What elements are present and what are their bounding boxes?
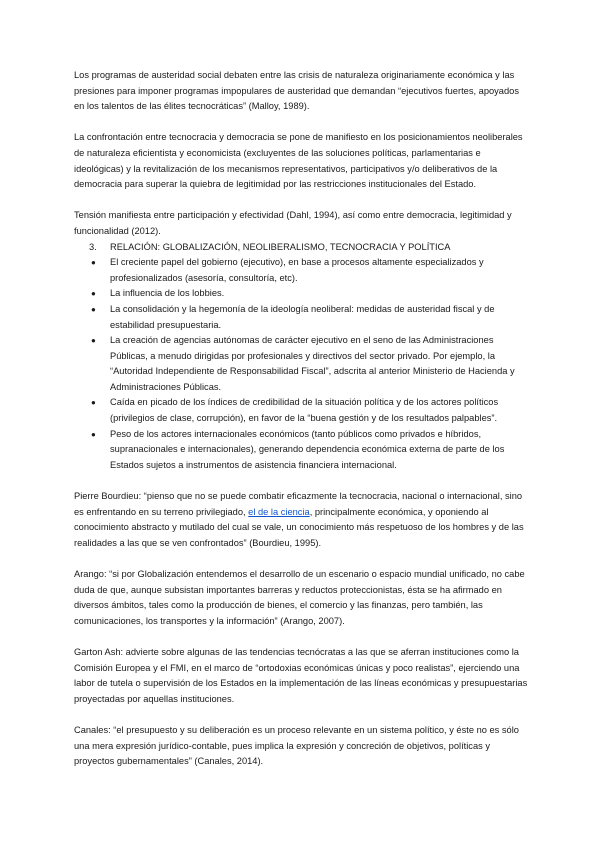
bullet-list	[74, 255, 528, 473]
bullet-icon: ●	[91, 304, 96, 314]
paragraph-tension: Tensión manifiesta entre participación y efectividad (Dahl, 1994), así como entre democracia, legitimidad y funcionalidad (2012).	[74, 210, 512, 236]
paragraph-austeridad: Los programas de austeridad social debaten entre las crisis de naturaleza originariamente económica y las presiones para imponer programas impopulares de austeridad que demandan “ejecutivos fuertes, apoyados en los talentos de las élites tecnocráticas” (Malloy, 1989).	[74, 70, 519, 112]
list-item: ● La influencia de los lobbies.	[74, 286, 528, 302]
section-heading	[74, 240, 528, 256]
bullet-icon: ●	[91, 289, 96, 299]
bullet-icon: ●	[91, 398, 96, 408]
list-item: ● La creación de agencias autónomas de carácter ejecutivo en el seno de las Administraciones Públicas, a menudo dirigidas por profesionales y directivos del sector privado. Por ejemplo, la “Autoridad Independiente de Responsabilidad Fiscal”, adscrita al anterior Ministerio de Hacienda y Administraciones Públicas.	[91, 335, 515, 392]
quote-arango: Arango: “si por Globalización entendemos el desarrollo de un escenario o espacio mundial unificado, no cabe duda de que, aunque subsistan importantes barreras y reductos proteccionistas, ésta se ha afirmado en diversos ámbitos, tales como la producción de bienes, el comercio y las finanzas, pero también, las comunicaciones, los transportes y la información” (Arango, 2007).	[74, 569, 525, 626]
bullet-icon: ●	[91, 336, 96, 346]
bullet-icon: ●	[91, 258, 96, 268]
quote-canales: Canales: “el presupuesto y su deliberación es un proceso relevante en un sistema político, y éste no es sólo una mera expresión jurídico-contable, pues implica la expresión y concreción de objetivos, políticas y proyectos gubernamentales” (Canales, 2014).	[74, 724, 519, 767]
section-number: 3.	[89, 241, 97, 252]
quote-garton-ash: Garton Ash: advierte sobre algunas de las tendencias tecnócratas a las que se aferran instituciones como la Comisión Europea y el FMI, en el marco de “ortodoxias económicas únicas y poco realistas”, ejerciendo una labor de tutela o supervisión de los Estados en la implementación de las líneas económicas y presupuestarias proyectadas por aquellas instituciones.	[74, 646, 528, 704]
list-item: ● Peso de los actores internacionales económicos (tanto públicos como privados e híbridos, supranacionales e internacionales), generando dependencia económica externa de parte de los Estados sujetos a instrumentos de asistencia financiera internacional.	[91, 428, 505, 470]
quote-bourdieu: Pierre Bourdieu: “pienso que no se puede combatir eficazmente la tecnocracia, nacional o internacional, sino es enfrentando en su terreno privilegiado, el de la ciencia, principalmente económica, y oponiendo al conocimiento abstracto y mutilado del cual se vale, un conocimiento más respetuoso de los hombres y de las realidades a las que se ven confrontados” (Bourdieu, 1995).	[74, 491, 524, 548]
list-item: ● El creciente papel del gobierno (ejecutivo), en base a procesos altamente especializados y profesionalizados (asesoría, consultoría, etc).	[91, 257, 484, 283]
ciencia-link[interactable]: el de la ciencia	[248, 506, 310, 517]
section-title: RELACIÓN: GLOBALIZACIÓN, NEOLIBERALISMO, TECNOCRACIA Y POLÍTICA	[110, 241, 451, 252]
bullet-icon: ●	[91, 429, 96, 439]
paragraph-tecnocracia-democracia: La confrontación entre tecnocracia y democracia se pone de manifiesto en los posicionamientos neoliberales de naturaleza eficientista y economicista (excluyentes de las soluciones políticas, parlamentarias e ideológicas) y la revitalización de los mecanismos representativos, participativos y/o deliberativos de la democracia para superar la quiebra de legitimidad por las restricciones institucionales del Estado.	[74, 132, 523, 190]
list-item: ● La consolidación y la hegemonía de la ideología neoliberal: medidas de austeridad fiscal y de estabilidad presupuestaria.	[91, 303, 495, 330]
list-item: ● Caída en picado de los índices de credibilidad de la situación política y de los actores políticos (privilegios de clase, corrupción), en favor de la “buena gestión y de los resultados palpables”.	[91, 397, 499, 424]
